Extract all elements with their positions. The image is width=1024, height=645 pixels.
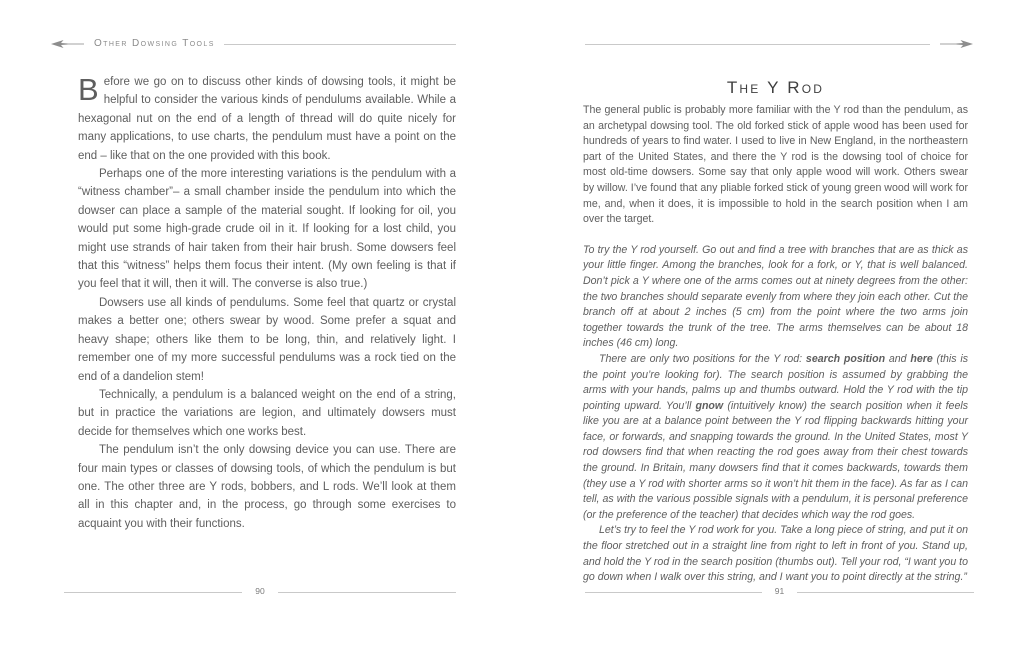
paragraph (583, 352, 968, 524)
header-rule (585, 44, 930, 45)
left-page-body (78, 73, 456, 533)
paragraph (78, 73, 456, 165)
paragraph-text: (this is the point you’re looking for). The search position is assumed by grabbing the arms with your hands, palms up and thumbs outward. Hold the Y rod with the tip pointing upward. You’ll (583, 352, 969, 412)
page-footer-right (585, 586, 974, 598)
drop-cap: B (78, 72, 99, 107)
page-footer-left (64, 586, 456, 598)
footer-rule (278, 592, 456, 593)
paragraph: The general public is probably more familiar with the Y rod than the pendulum, as an archetypal dowsing tool. The old forked stick of apple wood has been used for hundreds of years to find water. I used to live in New England, in the northeastern part of the United States, and there the Y rod is the dowsing tool of choice for most old-time dowsers. Some say that only apple wood will work. Others swear by willow. I’ve found that any pliable forked stick of young green wood will work for me, and, when it does, it is impossible to hold in the search position when I am over the target. (583, 104, 968, 226)
page-number: 91 (774, 586, 785, 596)
paragraph-text: and (885, 352, 911, 365)
header-rule (224, 44, 456, 45)
paragraph-text: There are only two positions for the Y rod: (599, 352, 806, 365)
bold-term: search position (805, 352, 886, 365)
running-head-left (50, 37, 456, 51)
paragraph: Technically, a pendulum is a balanced weight on the end of a string, but in practice the variations are legion, and ultimately dowsers must decide for themselves which one works best. (78, 388, 456, 438)
footer-rule (64, 592, 242, 593)
arrow-feather-ornament-icon (50, 39, 85, 49)
page-number: 90 (255, 586, 265, 596)
section-heading: The Y Rod (726, 78, 825, 97)
running-head-title: Other Dowsing Tools (94, 37, 215, 49)
paragraph: Dowsers use all kinds of pendulums. Some feel that quartz or crystal makes a better one; others swear by wood. Some prefer a squat and heavy shape; others like them to be long, thin, and relatively light. I remember one of my more successful pendulums was a rock tied on the end of a dandelion stem! (78, 296, 456, 383)
footer-rule (585, 592, 762, 593)
paragraph: Let’s try to feel the Y rod work for you. Take a long piece of string, and put it on the floor stretched out in a straight line from right to left in front of you. Stand up, and hold the Y rod in the search position (thumbs out). Tell your rod, “I want you to go down when I walk over this string, and I want you to point directly at the string.” (583, 524, 968, 584)
paragraph-text: (intuitively know) the search position when it feels like you are at a balance point between the Y rod flipping backwards hitting your face, or forwards, and snapping towards the ground. In the United States, most Y rod dowsers find that when reacting the rod goes away from their chest towards the ground. In Britain, many dowsers find that it comes backwards, towards them (they use a Y rod with shorter arms so it won’t hit them in the face). As far as I can tell, as with the various possible signals with a pendulum, it is personal preference (or the preference of the teacher) that decides which way the rod goes. (583, 399, 968, 521)
bold-term: gnow (695, 399, 724, 412)
bold-term: here (910, 352, 933, 365)
running-head-right (585, 37, 974, 51)
paragraph-text: efore we go on to discuss other kinds of dowsing tools, it might be helpful to consider the various kinds of pendulums available. While a hexagonal nut on the end of a length of thread will do quite nicely for many applications, to use charts, the pendulum must have a point on the end – like that on the one provided with this book. (78, 76, 456, 162)
right-page-body (583, 103, 968, 586)
paragraph: Perhaps one of the more interesting variations is the pendulum with a “witness chamber”– a small chamber inside the pendulum into which the dowser can place a sample of the material sought. If looking for oil, you would put some high-grade crude oil in it. If looking for a lost child, you might use strands of hair taken from their hair brush. Some dowsers feel that this “witness” helps them focus their intent. (My own feeling is that if you feel that it will, then it will. The converse is also true.) (78, 168, 456, 291)
paragraph: The pendulum isn’t the only dowsing device you can use. There are four main types or classes of dowsing tools, of which the pendulum is but one. The other three are Y rods, bobbers, and L rods. We’ll look at them all in this chapter and, in the process, go through some exercises to acquaint you with their functions. (78, 444, 456, 530)
arrow-feather-ornament-icon (939, 39, 974, 49)
paragraph: To try the Y rod yourself. Go out and find a tree with branches that are as thick as your little finger. Among the branches, look for a fork, or Y, that is well balanced. Don’t pick a Y where one of the arms comes out at ninety degrees from the other: the two branches should separate evenly from where they join each other. Cut the branch off at about 2 inches (5 cm) from the point where the two arms join together towards the trunk of the tree. The arms themselves can be about 18 inches (46 cm) long. (583, 243, 968, 350)
footer-rule (797, 592, 974, 593)
